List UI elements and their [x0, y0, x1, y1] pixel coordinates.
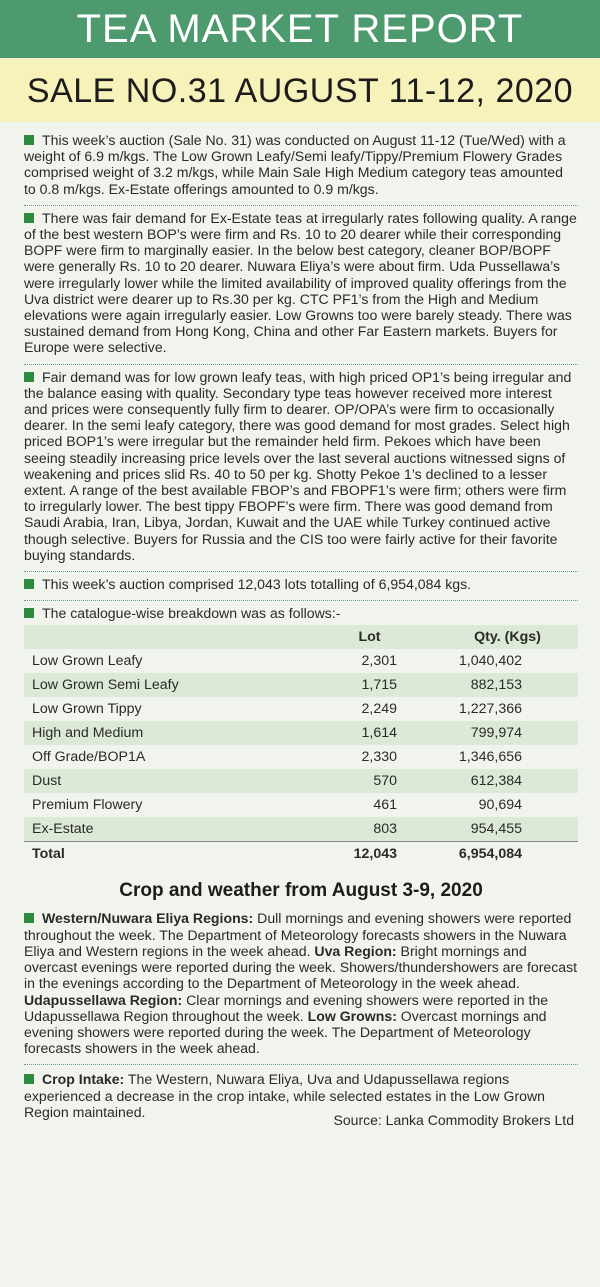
- cell-lot: 803: [302, 817, 437, 842]
- region-text: Clear mornings and evening showers were reported in the Udapussellawa Region throughout the week.: [24, 991, 549, 1024]
- table-total-row: [24, 842, 578, 867]
- crop-intake-text: The Western, Nuwara Eliya, Uva and Udapussellawa regions experienced a decrease in the crop intake, while selected estates in the Low Grown Region maintained.: [24, 1071, 545, 1120]
- cell-category: Off Grade/BOP1A: [32, 749, 146, 766]
- table-header-row: [24, 625, 578, 649]
- region-label: Western/Nuwara Eliya Regions:: [42, 910, 254, 927]
- region-label: Uva Region:: [314, 942, 397, 959]
- crop-intake-label: Crop Intake:: [42, 1071, 125, 1088]
- cell-lot: 1,715: [302, 673, 437, 697]
- header-lot: Lot: [302, 625, 437, 649]
- title-banner: [0, 0, 600, 60]
- cell-category: Dust: [24, 769, 302, 793]
- cell-lot: 570: [302, 769, 437, 793]
- cell-qty: 90,694: [478, 797, 522, 814]
- cell-category: Low Grown Leafy: [32, 653, 143, 670]
- paragraph-text: There was fair demand for Ex-Estate teas at irregularly rates following quality. A range of the best western BOP’s were firm and Rs. 10 to 20 dearer while their corresponding BOPF were firm to marginally easier. In the below best category, cleaner BOP/BOPF were generally Rs. 10 to 20 dearer. Nuwara Eliya’s were about firm. Uda Pussellawa’s were irregularly lower while the limited availability of improved quality offerings from the Uva district were dearer up to Rs.30 per kg. CTC PF1’s from the High and Medium elevations were again irregularly easier. Low Growns too were barely steady. There was sustained demand from Hong Kong, China and other Far Eastern markets. Buyers for Europe were selective.: [24, 209, 577, 356]
- bullet-square-icon: [24, 213, 34, 223]
- cell-total-qty: 6,954,084: [437, 842, 578, 867]
- cell-total-lot: 12,043: [302, 842, 437, 867]
- cell-category: Low Grown Tippy: [32, 701, 142, 718]
- table-row: [24, 649, 578, 673]
- cell-qty: 882,153: [437, 673, 578, 697]
- cell-category: Premium Flowery: [32, 797, 143, 814]
- cell-lot: 2,301: [361, 653, 397, 670]
- cell-qty: 1,227,366: [458, 701, 522, 718]
- bullet-square-icon: [24, 608, 34, 618]
- table-row: [24, 793, 578, 817]
- table-row: [24, 673, 578, 697]
- cell-lot: 461: [373, 797, 397, 814]
- header-category: [24, 625, 302, 649]
- bullet-square-icon: [24, 579, 34, 589]
- source-credit: Source: Lanka Commodity Brokers Ltd: [333, 1111, 574, 1128]
- paragraph-breakdown-intro: [24, 601, 578, 621]
- cell-total-label: Total: [24, 842, 302, 867]
- table-row: [24, 721, 578, 745]
- sale-title: SALE NO.31 AUGUST 11-12, 2020: [26, 71, 574, 110]
- table-row: [24, 817, 578, 842]
- bullet-square-icon: [24, 135, 34, 145]
- bullet-square-icon: [24, 1074, 34, 1084]
- region-text: Overcast mornings and evening showers were reported during the week. The Department of Meteorology forecasts showers in the week ahead.: [24, 1007, 547, 1057]
- report-body: [0, 122, 600, 1128]
- cell-category: High and Medium: [24, 721, 302, 745]
- cell-qty: 954,455: [437, 817, 578, 842]
- table-row: [24, 697, 578, 721]
- table-row: [24, 745, 578, 769]
- breakdown-table: [24, 625, 578, 866]
- header-qty: Qty. (Kgs): [437, 625, 578, 649]
- paragraph-overview: [24, 128, 578, 206]
- bullet-square-icon: [24, 913, 34, 923]
- bullet-square-icon: [24, 372, 34, 382]
- region-label: Low Growns:: [307, 1007, 397, 1024]
- cell-category: Low Grown Semi Leafy: [24, 673, 302, 697]
- report-title: TEA MARKET REPORT: [76, 6, 524, 51]
- cell-qty: 799,974: [437, 721, 578, 745]
- paragraph-regions-weather: [24, 906, 578, 1065]
- cell-category: Ex-Estate: [24, 817, 302, 842]
- paragraph-text: Fair demand was for low grown leafy teas, with high priced OP1’s being irregular and the balance easing with quality. Secondary type teas however received more interest and prices were consequently fully firm to dearer. OP/OPA’s were firm to occasionally dearer. In the semi leafy category, there was good demand for most grades. Select high priced BOP1’s were irregular but the remainder held firm. Pekoes which have been seeing steadily increasing price levels over the last several auctions witnessed signs of weakening and prices slid Rs. 40 to 50 per kg. Shotty Pekoe 1’s declined to a lesser extent. A range of the best available FBOP’s and FBOPF1’s were firm; others were firm to irregularly lower. The best tippy FBOPF’s were firm. There was good demand from Saudi Arabia, Iran, Libya, Jordan, Kuwait and the UAE while Turkey continued active though selective. Buyers for Russia and the CIS too were fairly active for their favorite buying standards.: [24, 368, 572, 563]
- table-row: [24, 769, 578, 793]
- paragraph-text: This week’s auction comprised 12,043 lots totalling of 6,954,084 kgs.: [42, 576, 472, 593]
- crop-weather-heading: Crop and weather from August 3-9, 2020: [119, 880, 483, 902]
- region-label: Udapussellawa Region:: [24, 991, 183, 1008]
- paragraph-text: This week’s auction (Sale No. 31) was conducted on August 11-12 (Tue/Wed) with a weight of 6.9 m/kgs. The Low Grown Leafy/Semi leafy/Tippy/Premium Flowery Grades comprised weight of 3.2 m/kgs, while Main Sale High Medium category teas amounted to 0.8 m/kgs. Ex-Estate offerings amounted to 0.9 m/kgs.: [24, 132, 566, 197]
- region-text: Bright mornings and overcast evenings were reported during the week. Showers/thundershowers are forecast in the evenings according to the Department of Meteorology in the week ahead.: [24, 942, 578, 992]
- paragraph-ex-estate: [24, 206, 578, 365]
- cell-lot: 2,330: [361, 749, 397, 766]
- cell-qty: 1,346,656: [458, 749, 522, 766]
- paragraph-low-grown: [24, 365, 578, 572]
- cell-qty: 1,040,402: [458, 653, 522, 670]
- cell-lot: 2,249: [361, 701, 397, 718]
- paragraph-text: The catalogue-wise breakdown was as follows:-: [42, 605, 341, 622]
- region-text: Dull mornings and evening showers were reported throughout the week. The Department of Meteorology forecasts showers in the Nuwara Eliya and Western regions in the week ahead.: [24, 910, 572, 959]
- cell-qty: 612,384: [437, 769, 578, 793]
- cell-lot: 1,614: [302, 721, 437, 745]
- subtitle-banner: [0, 60, 600, 122]
- paragraph-lots-summary: [24, 572, 578, 601]
